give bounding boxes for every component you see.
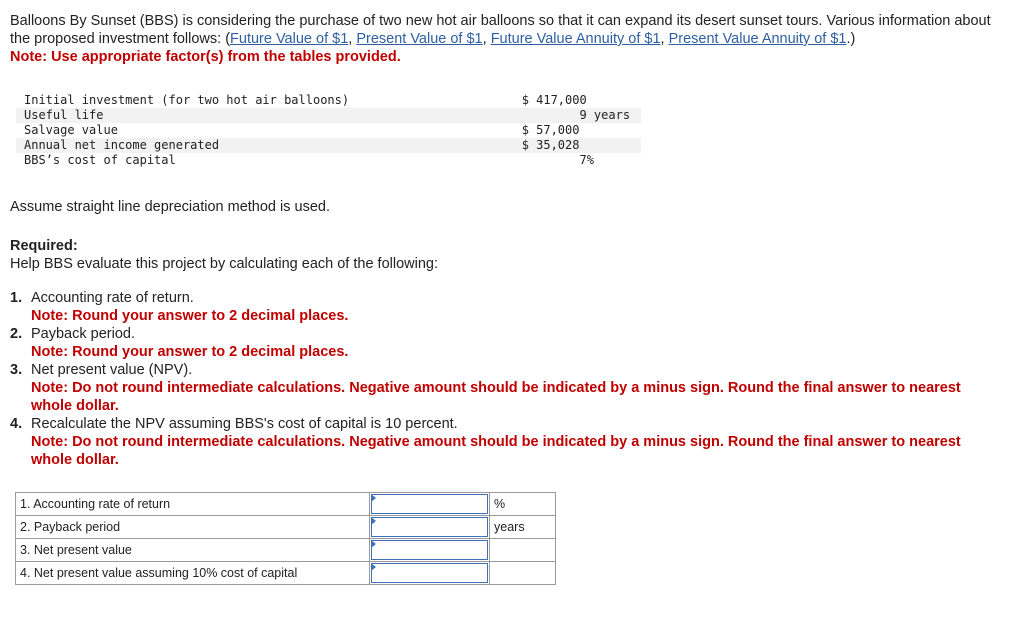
input-flag-icon — [371, 517, 376, 525]
answer-label: 1. Accounting rate of return — [16, 493, 370, 516]
item-number: 2. — [10, 326, 23, 342]
net-present-value-input[interactable] — [371, 540, 488, 560]
item-note: Note: Do not round intermediate calculations. Negative amount should be indicated by a minus sign. Round the final answer to nearest whole dollar. — [31, 380, 961, 414]
npv-10-percent-input[interactable] — [371, 563, 488, 583]
answer-label: 3. Net present value — [16, 539, 370, 562]
item-text: Payback period. — [31, 326, 135, 342]
row-label: Salvage value — [24, 123, 118, 137]
row-value: $ 417,000 — [521, 93, 587, 107]
row-label: BBS’s cost of capital — [24, 153, 176, 167]
investment-info-table — [16, 93, 641, 168]
answer-table — [15, 492, 556, 585]
item-note: Note: Round your answer to 2 decimal places. — [31, 308, 349, 324]
list-item — [10, 325, 970, 361]
table-row — [16, 138, 641, 153]
answer-unit: years — [490, 516, 556, 539]
item-text: Net present value (NPV). — [31, 362, 193, 378]
link-present-value[interactable]: Present Value of $1 — [356, 31, 483, 47]
item-note: Note: Round your answer to 2 decimal places. — [31, 344, 349, 360]
table-row — [16, 516, 556, 539]
input-flag-icon — [371, 540, 376, 548]
list-item — [10, 415, 970, 469]
answer-label: 4. Net present value assuming 10% cost of capital — [16, 562, 370, 585]
intro-paragraph: Balloons By Sunset (BBS) is considering the purchase of two new hot air balloons so that it can expand its desert sunset tours. Various information about the proposed investment follows: (Future Value of $1, Present Value of $1, Future Value Annuity of $1, Present Value Annuity of $1.) — [10, 13, 991, 47]
list-item — [10, 289, 970, 325]
table-row — [16, 123, 641, 138]
required-section — [10, 237, 438, 273]
item-number: 4. — [10, 416, 23, 432]
answer-unit: % — [490, 493, 556, 516]
row-label: Useful life — [16, 108, 512, 123]
answer-label: 2. Payback period — [16, 516, 370, 539]
problem-intro — [10, 12, 1010, 66]
intro-text: Balloons By Sunset (BBS) is considering the purchase of two new hot air balloons so that it can expand its desert sunset tours. Various information about the proposed investment follows: ( — [10, 13, 991, 47]
requirements-list — [10, 289, 970, 469]
row-value: 7% — [521, 153, 594, 167]
table-row — [16, 93, 641, 108]
row-value: 9 years — [512, 108, 641, 123]
item-number: 1. — [10, 290, 23, 306]
item-text: Accounting rate of return. — [31, 290, 194, 306]
item-number: 3. — [10, 362, 23, 378]
answer-unit — [490, 539, 556, 562]
required-heading: Required: — [10, 238, 78, 254]
link-future-value-annuity[interactable]: Future Value Annuity of $1 — [490, 31, 661, 47]
link-present-value-annuity[interactable]: Present Value Annuity of $1 — [668, 31, 847, 47]
table-row — [16, 153, 641, 168]
assumption-text: Assume straight line depreciation method is used. — [10, 199, 330, 215]
row-value: $ 57,000 — [521, 123, 580, 137]
list-item — [10, 361, 970, 415]
row-label: Initial investment (for two hot air balloons) — [24, 93, 350, 107]
link-future-value[interactable]: Future Value of $1 — [230, 31, 349, 47]
item-text: Recalculate the NPV assuming BBS's cost of capital is 10 percent. — [31, 416, 458, 432]
accounting-rate-of-return-input[interactable] — [371, 494, 488, 514]
item-note: Note: Do not round intermediate calculations. Negative amount should be indicated by a minus sign. Round the final answer to nearest whole dollar. — [31, 434, 961, 468]
table-row — [16, 108, 641, 123]
row-value: $ 35,028 — [512, 138, 641, 153]
input-flag-icon — [371, 494, 376, 502]
table-row — [16, 539, 556, 562]
input-flag-icon — [371, 563, 376, 571]
intro-note: Note: Use appropriate factor(s) from the tables provided. — [10, 49, 401, 65]
payback-period-input[interactable] — [371, 517, 488, 537]
answer-unit — [490, 562, 556, 585]
table-row — [16, 493, 556, 516]
required-text: Help BBS evaluate this project by calculating each of the following: — [10, 256, 438, 272]
table-row — [16, 562, 556, 585]
row-label: Annual net income generated — [16, 138, 512, 153]
